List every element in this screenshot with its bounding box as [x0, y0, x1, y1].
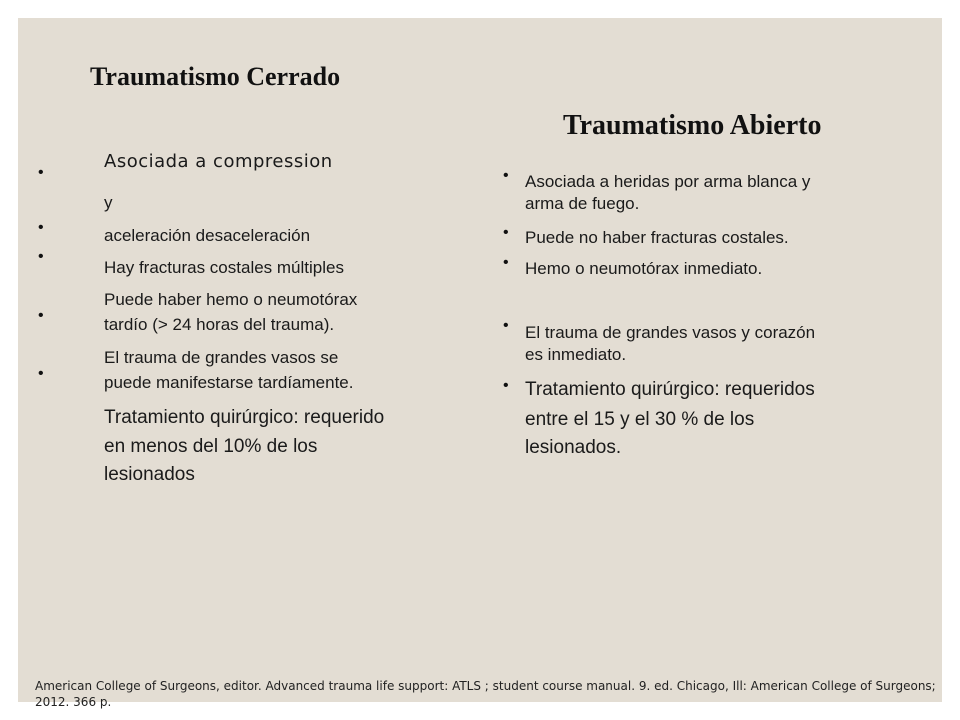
right-line-7: Tratamiento quirúrgico: requeridos [525, 379, 815, 400]
right-bullet-1: • [503, 167, 509, 184]
left-title: Traumatismo Cerrado [90, 62, 341, 91]
left-line-11: lesionados [104, 464, 195, 485]
right-line-1: Asociada a heridas por arma blanca y [525, 172, 811, 191]
left-bullet-5: • [38, 365, 44, 382]
right-line-5: El trauma de grandes vasos y corazón [525, 323, 816, 342]
right-line-4: Hemo o neumotórax inmediato. [525, 259, 763, 278]
right-line-8: entre el 15 y el 30 % de los [525, 409, 755, 430]
right-line-2: arma de fuego. [525, 194, 640, 213]
left-bullet-4: • [38, 307, 44, 324]
left-line-2: y [104, 193, 113, 212]
right-line-3: Puede no haber fracturas costales. [525, 228, 789, 247]
right-bullet-2: • [503, 224, 509, 241]
left-line-3: aceleración desaceleración [104, 226, 311, 245]
left-line-5: Puede haber hemo o neumotórax [104, 290, 358, 309]
right-bullet-3: • [503, 254, 509, 271]
right-line-9: lesionados. [525, 437, 622, 458]
citation-footnote: American College of Surgeons, editor. Advanced trauma life support: ATLS ; student course manual. 9. ed. Chicago, Ill: American College of Surgeons; 2012. 366 p. [35, 679, 936, 709]
left-line-8: puede manifestarse tardíamente. [104, 373, 354, 392]
right-line-6: es inmediato. [525, 345, 627, 364]
left-line-10: en menos del 10% de los [104, 436, 318, 457]
left-bullet-2: • [38, 219, 44, 236]
left-line-9: Tratamiento quirúrgico: requerido [104, 407, 385, 428]
left-bullet-3: • [38, 248, 44, 265]
left-line-6: tardío (> 24 horas del trauma). [104, 315, 335, 334]
right-title: Traumatismo Abierto [563, 110, 822, 141]
left-bullet-1: • [38, 164, 44, 181]
right-bullet-5: • [503, 377, 509, 394]
right-bullet-4: • [503, 317, 509, 334]
left-line-4: Hay fracturas costales múltiples [104, 258, 344, 277]
left-line-1: Asociada a compression [104, 151, 333, 172]
left-line-7: El trauma de grandes vasos se [104, 348, 339, 367]
